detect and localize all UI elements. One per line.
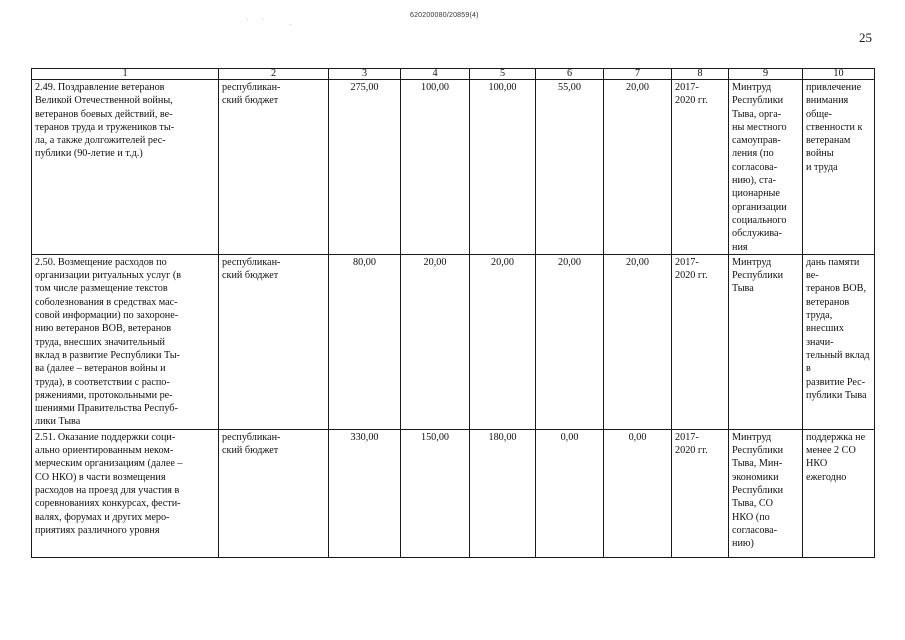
table-row (32, 80, 875, 255)
column-header: 7 (604, 69, 672, 80)
expected-result-cell: привлечение внимания обще- ственности к ветеранам войны и труда (803, 80, 875, 255)
column-header: 3 (329, 69, 401, 80)
column-header: 8 (672, 69, 729, 80)
column-header: 10 (803, 69, 875, 80)
amount-2017-cell: 100,00 (401, 80, 470, 255)
funding-source-cell: республикан- ский бюджет (219, 80, 329, 255)
period-cell: 2017- 2020 гг. (672, 254, 729, 429)
column-header: 1 (32, 69, 219, 80)
table-row (32, 429, 875, 557)
amount-2019-cell: 55,00 (536, 80, 604, 255)
program-activities-table (31, 68, 875, 558)
amount-2017-cell: 150,00 (401, 429, 470, 557)
amount-2019-cell: 20,00 (536, 254, 604, 429)
scan-speck: . (247, 16, 249, 22)
activity-cell: 2.50. Возмещение расходов по организации ритуальных услуг (в том числе размещение текстов соболезнования в средствах мас- совой информации) по захороне- нию ветеранов ВОВ, ветеранов труда, внесших значительный вклад в развитие Республики Ты- ва (далее – ветеранов войны и труда), в соответствии с распо- ряжениями, протокольными ре- шениями Правительства Респуб- лики Тыва (32, 254, 219, 429)
expected-result-cell: дань памяти ве- теранов ВОВ, ветеранов труда, внесших значи- тельный вклад в развитие Рес- публики Тыва (803, 254, 875, 429)
table-row (32, 254, 875, 429)
amount-2019-cell: 0,00 (536, 429, 604, 557)
page-number: 25 (859, 30, 872, 45)
column-header: 9 (729, 69, 803, 80)
amount-2018-cell: 100,00 (470, 80, 536, 255)
total-amount-cell: 330,00 (329, 429, 401, 557)
amount-2020-cell: 20,00 (604, 254, 672, 429)
period-cell: 2017- 2020 гг. (672, 429, 729, 557)
funding-source-cell: республикан- ский бюджет (219, 429, 329, 557)
executors-cell: Минтруд Республики Тыва (729, 254, 803, 429)
total-amount-cell: 275,00 (329, 80, 401, 255)
column-header: 6 (536, 69, 604, 80)
activity-cell: 2.49. Поздравление ветеранов Великой Отечественной войны, ветеранов боевых действий, ве- теранов труда и тружеников ты- ла, а также долгожителей рес- публики (90-летие и т.д.) (32, 80, 219, 255)
scan-speck: . (262, 16, 264, 22)
column-header: 5 (470, 69, 536, 80)
column-header: 2 (219, 69, 329, 80)
activity-cell: 2.51. Оказание поддержки соци- ально ориентированным неком- мерческим организациям (далее – СО НКО) в части возмещения расходов на проезд для участия в соревнованиях конкурсах, фести- валях, форумах и других меро- приятиях различного уровня (32, 429, 219, 557)
amount-2020-cell: 0,00 (604, 429, 672, 557)
column-number-header-row (32, 69, 875, 80)
scan-speck: . (290, 21, 292, 27)
executors-cell: Минтруд Республики Тыва, Мин- экономики Республики Тыва, СО НКО (по согласова- нию) (729, 429, 803, 557)
amount-2020-cell: 20,00 (604, 80, 672, 255)
funding-source-cell: республикан- ский бюджет (219, 254, 329, 429)
total-amount-cell: 80,00 (329, 254, 401, 429)
expected-result-cell: поддержка не менее 2 СО НКО ежегодно (803, 429, 875, 557)
period-cell: 2017- 2020 гг. (672, 80, 729, 255)
amount-2017-cell: 20,00 (401, 254, 470, 429)
executors-cell: Минтруд Республики Тыва, орга- ны местного самоуправ- ления (по согласова- нию), ста- ционарные организации социального обслужива- ния (729, 80, 803, 255)
document-id: 620200080/20859(4) (410, 12, 479, 19)
amount-2018-cell: 180,00 (470, 429, 536, 557)
amount-2018-cell: 20,00 (470, 254, 536, 429)
column-header: 4 (401, 69, 470, 80)
